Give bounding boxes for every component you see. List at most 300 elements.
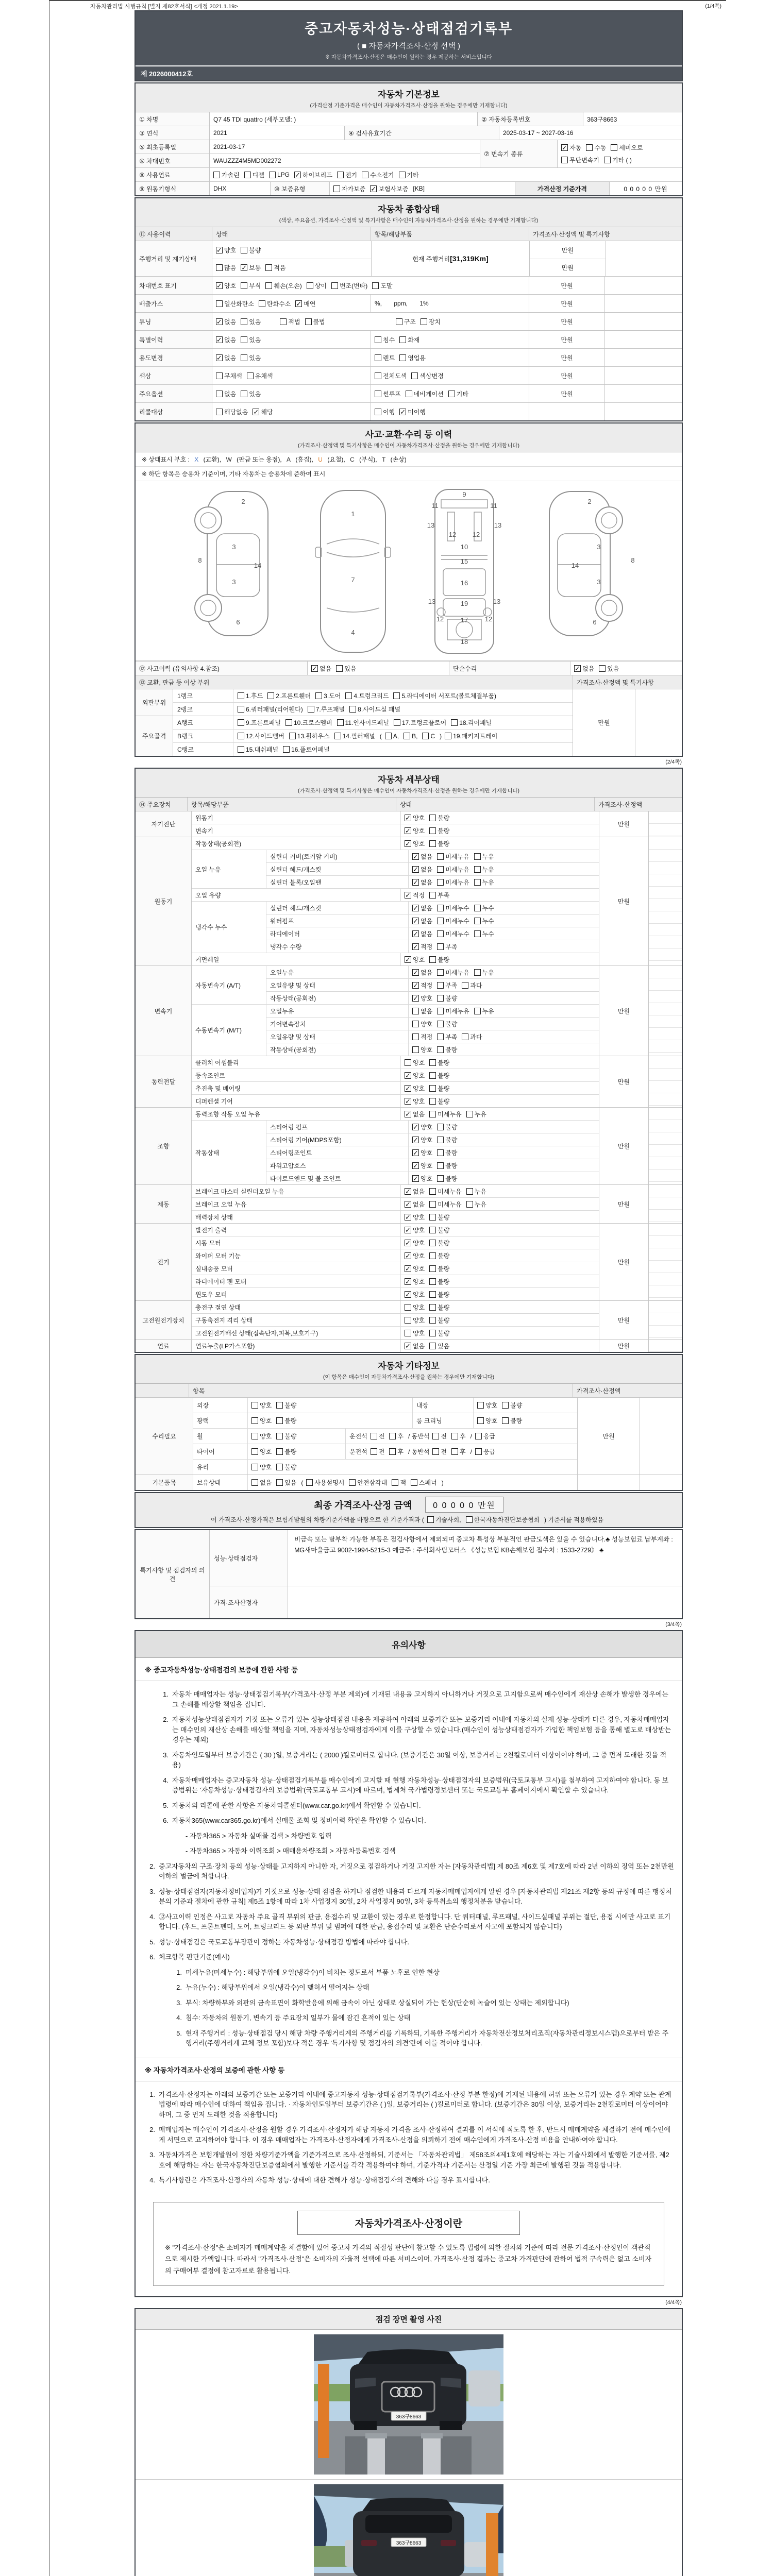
checkbox-box — [451, 1433, 458, 1439]
part-label: 스티어링 기어(MDPS포함) — [270, 1136, 342, 1144]
table-row — [173, 702, 573, 716]
rank-category: 외판부위 — [136, 689, 173, 716]
checkbox-checked — [405, 1239, 425, 1247]
table-row — [136, 112, 682, 126]
checkbox-label: 있음 — [249, 390, 261, 398]
diagram-part-number: 3 — [597, 543, 601, 551]
checkbox-box — [269, 172, 276, 178]
notice-text: 체크항목 판단기준(예시) — [159, 1953, 230, 1961]
checkbox-label: 19.패키지트레이 — [453, 733, 498, 740]
checkbox-label: 양호 — [421, 1123, 433, 1131]
checkbox-checked — [412, 1136, 432, 1144]
checkbox-box: ✓ — [413, 1123, 418, 1131]
checkbox-unchecked — [462, 1032, 482, 1041]
notice-line — [156, 1801, 675, 1811]
checkbox-unchecked — [251, 1416, 272, 1425]
notice-text: 자동차가격은 보험개발원이 정한 차량기준가액을 기준가격으로 조사·산정하되, 기준서는 「자동차관리법」 제58조의4제1호에 해당하는 자는 기술사회에서 발행한 기준서를, 제2호에 해당하는 자는 한국자동차진단보증협회에서 발행한 기준서를 각각 적용하여야 하며, 기준가격과 기준서는 산정일 기준 가장 최근에 발행된 것을 적용합니다. — [159, 2151, 669, 2169]
item-cell — [371, 367, 529, 384]
checkbox-label: 불량 — [438, 956, 450, 963]
checkbox-label: 불량 — [445, 1020, 458, 1028]
notice-line — [143, 1937, 675, 1947]
detail-section — [135, 768, 683, 1353]
rank-label: 2랭크 — [173, 703, 233, 716]
checkbox-label: 양호 — [413, 1084, 425, 1092]
car-name-value: Q7 45 TDI quattro (세부모델: ) — [209, 112, 477, 126]
notice-line — [143, 2125, 675, 2145]
diagram-part-number: 8 — [631, 556, 635, 564]
checkbox-label: 과다 — [470, 1033, 482, 1041]
notice-line — [170, 2013, 675, 2023]
device-group — [136, 1056, 682, 1107]
checkbox-label: 적음 — [274, 264, 286, 272]
checkbox-label: 불량 — [438, 1291, 450, 1298]
mileage-text: 현재 주행거리 — [412, 255, 450, 263]
checkbox-label: 불량 — [284, 1433, 297, 1440]
notice-line — [143, 2150, 675, 2170]
checkbox-box — [429, 1072, 436, 1079]
checkbox-checked — [216, 335, 236, 344]
table-row — [192, 824, 599, 837]
field-label: ⑦ 변속기 종류 — [480, 140, 557, 167]
checkbox-unchecked — [475, 1447, 495, 1456]
checks-text: ) — [440, 732, 442, 740]
notice-title: 유의사항 — [136, 1631, 682, 1658]
checkbox-label: 있음 — [607, 665, 619, 672]
checkbox-box — [474, 905, 481, 911]
checkbox-label: 불량 — [438, 1278, 450, 1285]
status-checks — [400, 1262, 599, 1275]
usage-label: 주요옵션 — [136, 385, 212, 402]
photo-rear-image — [314, 2484, 503, 2576]
checkbox-label: 있음 — [344, 665, 357, 672]
notice-line — [143, 2175, 675, 2185]
table-row — [266, 1146, 599, 1159]
table-row — [192, 1197, 599, 1210]
price-stack — [529, 241, 606, 276]
checkbox-checked — [216, 317, 236, 326]
checkbox-box: ✓ — [295, 171, 300, 179]
checkbox-box — [283, 746, 290, 753]
extra-category: 기본품목 — [136, 1475, 193, 1490]
status-checks — [247, 1475, 577, 1490]
checkbox-box: ✓ — [241, 264, 247, 272]
checkbox-label: 유채색 — [255, 372, 273, 380]
checkbox-box — [437, 1008, 444, 1014]
checkbox-unchecked — [251, 1401, 272, 1410]
vin-value: WAUZZZ4M5MD002272 — [209, 154, 480, 167]
part-label: 실린더 블록/오일팬 — [270, 878, 322, 886]
checkbox-label: 후 — [397, 1433, 404, 1440]
checkbox-box: ✓ — [405, 1071, 411, 1079]
checkbox-label: 매연 — [304, 300, 316, 308]
checkbox-unchecked — [437, 865, 469, 874]
checkbox-box — [421, 318, 427, 325]
notice-text: 자동차의 리콜에 관한 사항은 자동차리콜센터(www.car.go.kr)에서 확인할 수 있습니다. — [172, 1801, 421, 1809]
part-label: 실린더 커버(로커암 커버) — [270, 853, 338, 860]
checkbox-box: ✓ — [405, 955, 411, 963]
checkbox-unchecked — [429, 1290, 449, 1299]
notice-line — [156, 1689, 675, 1709]
checkbox-unchecked — [437, 981, 457, 990]
checkbox-unchecked — [477, 1416, 497, 1425]
checkbox-checked — [412, 968, 432, 977]
appraiser-remarks-row — [210, 1586, 682, 1618]
notice-line — [170, 1846, 675, 1856]
checkbox-checked — [405, 1187, 425, 1196]
notice-text: 누유(누수) : 해당부위에서 오일(냉각수)이 맺혀서 떨어지는 상태 — [186, 1984, 369, 1991]
photo-section — [135, 2308, 683, 2576]
status-checks — [212, 277, 529, 294]
checkbox-label: 양호 — [260, 1402, 272, 1409]
checkbox-unchecked — [437, 1136, 457, 1144]
checkbox-label: 11.인사이드패널 — [345, 719, 389, 726]
checkbox-label: 양호 — [421, 1175, 433, 1182]
form-reference: 자동차관리법 시행규칙 [별지 제82호서식] <개정 2021.1.19> — [90, 4, 238, 10]
item-cell — [371, 403, 529, 420]
checkbox-box — [437, 1046, 444, 1053]
checkbox-box — [432, 1433, 439, 1439]
notice-number: 3. — [149, 1887, 155, 1895]
status-checks — [408, 927, 599, 940]
checkbox-label: 미세누수 — [445, 930, 469, 938]
part-label: 스티어링조인트 — [270, 1149, 312, 1157]
notice-text: 자동차인도일부터 보증기간은 ( 30 )일, 보증거리는 ( 2000 )킬로미터로 합니다. (보증기간은 30일 이상, 보증거리는 2천킬로미터 이상이어야 하며, 그 중 먼저 도래한 것을 적용) — [172, 1751, 667, 1769]
checkbox-checked — [399, 408, 426, 416]
checkbox-box — [502, 1417, 509, 1424]
checkbox-box — [561, 157, 568, 163]
left-subrows — [136, 140, 480, 167]
checkbox-box: ✓ — [413, 878, 418, 886]
checkbox-box: ✓ — [216, 246, 222, 254]
notice-line — [170, 1968, 675, 1978]
checkbox-unchecked — [251, 1447, 272, 1456]
checkbox-unchecked — [599, 664, 619, 673]
first-reg-value: 2021-03-17 — [209, 140, 480, 154]
checkbox-label: 색상변경 — [419, 372, 444, 380]
part-label: 등속조인트 — [195, 1072, 225, 1079]
blank-cell — [648, 1056, 682, 1107]
column-header-row — [136, 1384, 682, 1397]
checkbox-label: 불량 — [284, 1448, 297, 1455]
table-row — [266, 1005, 599, 1017]
status-checks — [408, 992, 599, 1004]
checkbox-unchecked — [437, 878, 469, 887]
field-label: 단순수리 — [449, 662, 570, 675]
table-row — [266, 1043, 599, 1056]
checkbox-box: ✓ — [413, 994, 418, 1002]
checkbox-box: ✓ — [405, 1342, 411, 1350]
checkbox-label: 후 — [460, 1433, 466, 1440]
checks-text: ) — [441, 1479, 444, 1486]
checkbox-box — [451, 719, 458, 726]
checkbox-checked — [412, 878, 432, 887]
license-plate-front: 363구8663 — [396, 2414, 422, 2420]
checkbox-unchecked — [429, 1226, 449, 1234]
diagram-part-number: 13 — [427, 521, 435, 529]
checks-text: T — [381, 456, 386, 463]
price-cell — [577, 1475, 640, 1490]
status-checks — [408, 1159, 599, 1172]
table-row — [192, 1326, 599, 1339]
checks-text: (교환), — [201, 456, 223, 463]
checkbox-unchecked — [405, 1303, 425, 1312]
checkbox-box — [238, 692, 244, 699]
checkbox-box — [437, 1175, 444, 1182]
checkbox-label: 세미오토 — [619, 144, 643, 151]
checkbox-unchecked — [437, 1161, 457, 1170]
checkbox-unchecked — [477, 1401, 497, 1410]
checkbox-checked — [405, 955, 425, 964]
part-label: 타이로드엔드 및 볼 조인트 — [270, 1175, 341, 1182]
checkbox-label: 기타 — [456, 390, 468, 398]
notice-text: 자동차365(www.car365.go.kr)에서 실매물 조회 및 정비이력 확인을 확인할 수 있습니다. — [172, 1817, 426, 1824]
diagram-part-number: 3 — [232, 543, 236, 551]
inspector-remarks-row — [210, 1530, 682, 1586]
checkbox-label: 양호 — [260, 1433, 272, 1440]
part-label: 변속기 — [195, 827, 213, 835]
checkbox-box: ✓ — [413, 1161, 418, 1170]
status-checks — [400, 1275, 599, 1287]
price-select-note: ※ 자동차가격조사·산정은 매수인이 원하는 경우 제공하는 서비스입니다 — [325, 54, 492, 60]
accident-history-row — [136, 661, 682, 675]
checkbox-unchecked — [405, 1329, 425, 1337]
checkbox-box: ✓ — [413, 942, 418, 951]
checkbox-unchecked — [280, 317, 300, 326]
checkbox-label: 양호 — [413, 956, 425, 963]
checkbox-box: ✓ — [405, 1226, 411, 1234]
table-row — [192, 1069, 599, 1081]
item-label: 룸 크리닝 — [412, 1413, 473, 1428]
checkbox-unchecked — [216, 389, 236, 398]
checkbox-unchecked — [238, 732, 284, 740]
notice-number — [170, 1846, 182, 1856]
checkbox-label: 적정 — [413, 891, 425, 899]
checkbox-label: 응급 — [483, 1448, 496, 1455]
checks-text: 운전석 — [349, 1433, 367, 1440]
notice-number: 4. — [163, 1776, 169, 1784]
checkbox-label: 디젤 — [252, 171, 264, 179]
transmission-checks — [557, 140, 682, 167]
checkbox-box — [466, 1188, 473, 1195]
engine-type-value: DHX — [209, 182, 270, 195]
checkbox-unchecked — [267, 691, 311, 700]
checkbox-checked — [216, 353, 236, 362]
diagram-part-number: 4 — [351, 629, 355, 636]
part-label: 브레이크 오일 누유 — [195, 1200, 247, 1208]
checkbox-label: 없음 — [320, 665, 332, 672]
checkbox-unchecked — [404, 733, 417, 740]
checkbox-box — [604, 157, 611, 163]
status-checks — [212, 349, 371, 366]
blank-cell — [648, 1340, 682, 1352]
notice-number: 2. — [149, 1862, 155, 1870]
rank-group — [136, 716, 573, 756]
usage-label: 용도변경 — [136, 349, 212, 366]
col-header: ⑭ 주요장치 — [136, 798, 187, 811]
status-checks — [400, 1108, 599, 1120]
checks-text: 이 가격조사·산정가격은 보험개발원의 차량기준가액을 바탕으로 한 기준가격과 ( — [210, 1516, 424, 1523]
price-cell: 만원 — [599, 1224, 648, 1300]
checkbox-unchecked — [437, 1148, 457, 1157]
checkbox-label: 13.휠하우스 — [297, 733, 330, 740]
checkbox-unchecked — [437, 1045, 457, 1054]
price-cell: 만원 — [529, 385, 604, 402]
diagram-part-number: 12 — [484, 615, 493, 623]
checkbox-label: 15.대쉬패널 — [246, 746, 279, 753]
license-plate-rear: 363구8663 — [396, 2540, 422, 2546]
checkbox-label: 7.루프패널 — [315, 706, 345, 713]
checkbox-unchecked — [466, 1200, 486, 1209]
table-row — [192, 1081, 599, 1094]
checkbox-label: 양호 — [413, 1303, 425, 1311]
checkbox-box — [241, 282, 247, 289]
table-row — [192, 1301, 599, 1313]
diagram-part-number: 19 — [460, 600, 468, 607]
checkbox-box: ✓ — [405, 1213, 411, 1221]
price-cell: 만원 — [529, 313, 604, 330]
checkbox-box: ✓ — [405, 1187, 411, 1195]
checkbox-box — [404, 733, 410, 739]
checkbox-unchecked — [429, 1187, 461, 1196]
final-price-value: 0 0 0 0 0 만원 — [425, 1497, 503, 1513]
checkbox-box — [337, 172, 344, 178]
diagram-part-number: 6 — [593, 618, 597, 626]
checkbox-unchecked — [385, 733, 399, 740]
section-title: 자동차 세부상태 — [378, 775, 440, 785]
diagram-part-number: 7 — [351, 576, 355, 584]
table-row — [266, 914, 599, 927]
checkbox-label: 불량 — [445, 1175, 458, 1182]
checkbox-unchecked — [422, 733, 435, 740]
exchange-header-row — [136, 675, 682, 689]
device-group — [136, 1300, 682, 1339]
status-checks — [408, 1018, 599, 1030]
extra-rows — [136, 1397, 682, 1490]
checkbox-unchecked — [375, 371, 407, 380]
checkbox-label: 네비게이션 — [413, 390, 444, 398]
sub-group-name: 냉각수 누수 — [192, 902, 266, 953]
price-cell: 만원 — [529, 277, 604, 294]
table-row — [266, 1133, 599, 1146]
status-code-legend — [136, 452, 682, 467]
checkbox-checked — [311, 664, 331, 673]
status-checks — [400, 1314, 599, 1326]
status-checks — [408, 876, 599, 888]
status-checks — [400, 1236, 599, 1249]
part-label: 스티어링 펌프 — [270, 1123, 308, 1131]
status-checks — [400, 1340, 599, 1352]
appraiser-remarks-text — [288, 1586, 682, 1618]
checkbox-label: 전기 — [345, 171, 358, 179]
checkbox-unchecked — [451, 1432, 466, 1440]
checkbox-unchecked — [216, 371, 242, 380]
checkbox-label: 양호 — [260, 1417, 272, 1425]
checkbox-unchecked — [502, 1416, 522, 1425]
checkbox-label: 스패너 — [418, 1479, 437, 1486]
sub-group-name: 오일 누유 — [192, 850, 266, 888]
checkbox-label: 양호 — [413, 1059, 425, 1066]
checkbox-unchecked — [238, 745, 278, 754]
checkbox-box: ✓ — [575, 664, 580, 672]
blank-cell — [648, 837, 682, 965]
item-cell — [371, 385, 529, 402]
checks-text: (손상) — [389, 456, 407, 463]
checkbox-unchecked — [437, 1123, 457, 1131]
checkbox-label: 부족 — [445, 943, 458, 951]
checkbox-unchecked — [437, 917, 469, 925]
table-row — [266, 1159, 599, 1172]
final-price-label: 최종 가격조사·산정 금액 — [314, 1500, 412, 1511]
checkbox-unchecked — [331, 281, 367, 290]
status-checks — [400, 1185, 599, 1197]
checkbox-label: 수소전기 — [370, 171, 394, 179]
status-checks — [408, 1172, 599, 1184]
blank-cell — [648, 811, 682, 837]
checkbox-unchecked — [432, 1432, 447, 1440]
price-cell: 만원 — [530, 259, 606, 276]
checkbox-label: 없음 — [224, 336, 237, 344]
checkbox-box: ✓ — [405, 839, 411, 848]
checkbox-box: ✓ — [216, 353, 222, 362]
item-cell — [371, 331, 529, 348]
checkbox-unchecked — [394, 718, 446, 727]
notice-text: 성능·상태점검은 국토교통부장관이 정하는 자동차성능·상태점검 방법에 따라야 합니다. — [159, 1938, 410, 1946]
notice-number: 4. — [176, 2014, 182, 2022]
checkbox-checked — [412, 929, 432, 938]
checkbox-box — [474, 1008, 481, 1014]
table-row — [136, 181, 682, 195]
checkbox-label: 자동 — [569, 144, 582, 151]
checkbox-unchecked — [399, 335, 419, 344]
checkbox-checked — [370, 184, 408, 193]
warranty-checks — [329, 182, 515, 195]
checkbox-label: 불량 — [445, 1123, 458, 1131]
checkbox-unchecked — [399, 171, 419, 179]
checkbox-unchecked — [437, 904, 469, 912]
col-header: 항목/해당부품 — [187, 798, 396, 811]
checkbox-label: 해당 — [261, 408, 273, 416]
rank-label: B랭크 — [173, 730, 233, 742]
checkbox-box — [429, 1188, 436, 1195]
checkbox-unchecked — [429, 1316, 449, 1325]
checkbox-unchecked — [448, 389, 468, 398]
checkbox-unchecked — [437, 929, 469, 938]
checkbox-box — [477, 1417, 484, 1424]
checkbox-box — [251, 1448, 258, 1455]
checkbox-unchecked — [466, 1515, 540, 1524]
part-label: 라디에이터 팬 모터 — [195, 1278, 247, 1285]
checkbox-unchecked — [462, 981, 482, 990]
checkbox-unchecked — [375, 335, 395, 344]
checkbox-box — [429, 956, 436, 963]
notice-number: 6. — [149, 1953, 155, 1961]
checkbox-box — [394, 719, 400, 726]
checkbox-box — [429, 1059, 436, 1066]
checkbox-label: 후 — [460, 1448, 466, 1455]
checkbox-box — [422, 733, 429, 739]
checkbox-label: 9.프론트패널 — [246, 719, 281, 726]
checkbox-label: 1.후드 — [246, 692, 263, 700]
checks-text: / — [470, 1432, 472, 1440]
section-title: 자동차 종합상태 — [378, 205, 440, 214]
comprehensive-header — [136, 198, 682, 227]
status-checks — [247, 1444, 345, 1459]
checkbox-label: 없음 — [413, 1188, 425, 1195]
checkbox-label: 없음 — [224, 390, 237, 398]
sub-group — [192, 1004, 599, 1056]
notice-sub2-body — [136, 2081, 682, 2195]
notice-line — [170, 2028, 675, 2048]
